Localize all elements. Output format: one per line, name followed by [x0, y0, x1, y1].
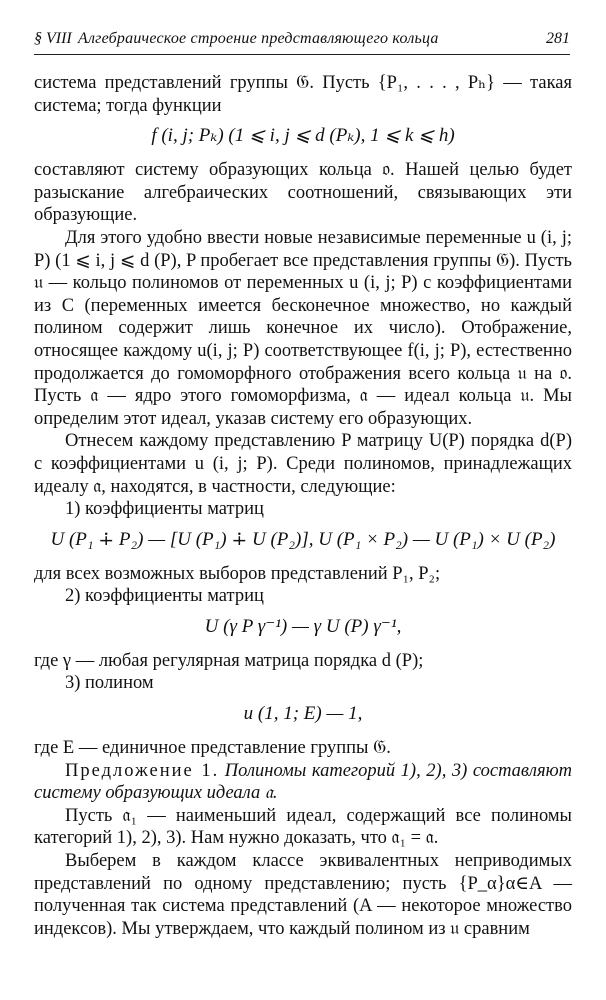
- running-header: [34, 20, 570, 55]
- paragraph: где γ — любая регулярная матрица порядка d (P);: [34, 650, 424, 671]
- paragraph: Выберем в каждом классе эквивалентных неприводимых представлений по одному представлению; пусть {P_α}α∈A — полученная так система представлений (A — некоторое множество индексов). Мы утверждаем, что каждый полином из 𝔲 сравним: [34, 851, 572, 939]
- paragraph: Для этого удобно ввести новые независимые переменные u (i, j; P) (1 ⩽ i, j ⩽ d (P), P пробегает все представления группы 𝔊). Пусть 𝔲 — кольцо полиномов от переменных u (i, j; P) с коэффициентами из C (переменных имеется бесконечное множество, но каждый полином содержит лишь конечное их число). Отображение, относящее каждому u(i, j; P) соответствующее f(i, j; P), естественно продолжается до гомоморфного отображения всего кольца 𝔲 на 𝔬. Пусть 𝔞 — ядро этого гомоморфизма, 𝔞 — идеал кольца 𝔲. Мы определим этот идеал, указав систему его образующих.: [34, 227, 572, 429]
- list-item: 1) коэффициенты матриц: [65, 499, 264, 520]
- paragraph: для всех возможных выборов представлений P₁, P₂;: [34, 563, 441, 584]
- paragraph: составляют систему образующих кольца 𝔬. Нашей целью будет разыскание алгебраических соотношений, связывающих эти образующие.: [34, 160, 572, 226]
- section-number: § VIII: [34, 30, 72, 47]
- proposition-text: Полиномы категорий 1), 2), 3) составляют систему образующих идеала 𝔞.: [34, 760, 573, 804]
- formula: U (γ P γ⁻¹) — γ U (P) γ⁻¹,: [204, 615, 402, 637]
- page-number: 281: [546, 30, 570, 47]
- formula: f (i, j; Pₖ) (1 ⩽ i, j ⩽ d (Pₖ), 1 ⩽ k ⩽ h): [151, 125, 455, 147]
- paragraph: Отнесем каждому представлению P матрицу U(P) порядка d(P) с коэффициентами u (i, j; P). Среди полиномов, принадлежащих идеалу 𝔞, находятся, в частности, следующие:: [34, 431, 572, 497]
- list-item: 3) полином: [65, 673, 154, 694]
- formula: u (1, 1; E) — 1,: [243, 703, 363, 725]
- proposition: [34, 760, 572, 805]
- formula: U (P₁ ∔ P₂) — [U (P₁) ∔ U (P₂)], U (P₁ × P₂) — U (P₁) × U (P₂): [50, 528, 556, 550]
- paragraph: система представлений группы 𝔊. Пусть {P₁, . . . , Pₕ} — такая система; тогда функции: [34, 73, 572, 116]
- page-body: [34, 72, 572, 940]
- running-title: Алгебраическое строение представляющего кольца: [78, 30, 439, 47]
- proposition-label: Предложение 1.: [65, 760, 220, 781]
- paragraph: где E — единичное представление группы 𝔊.: [34, 738, 391, 759]
- paragraph: Пусть 𝔞₁ — наименьший идеал, содержащий все полиномы категорий 1), 2), 3). Нам нужно доказать, что 𝔞₁ = 𝔞.: [34, 805, 572, 849]
- list-item: 2) коэффициенты матриц: [65, 586, 264, 607]
